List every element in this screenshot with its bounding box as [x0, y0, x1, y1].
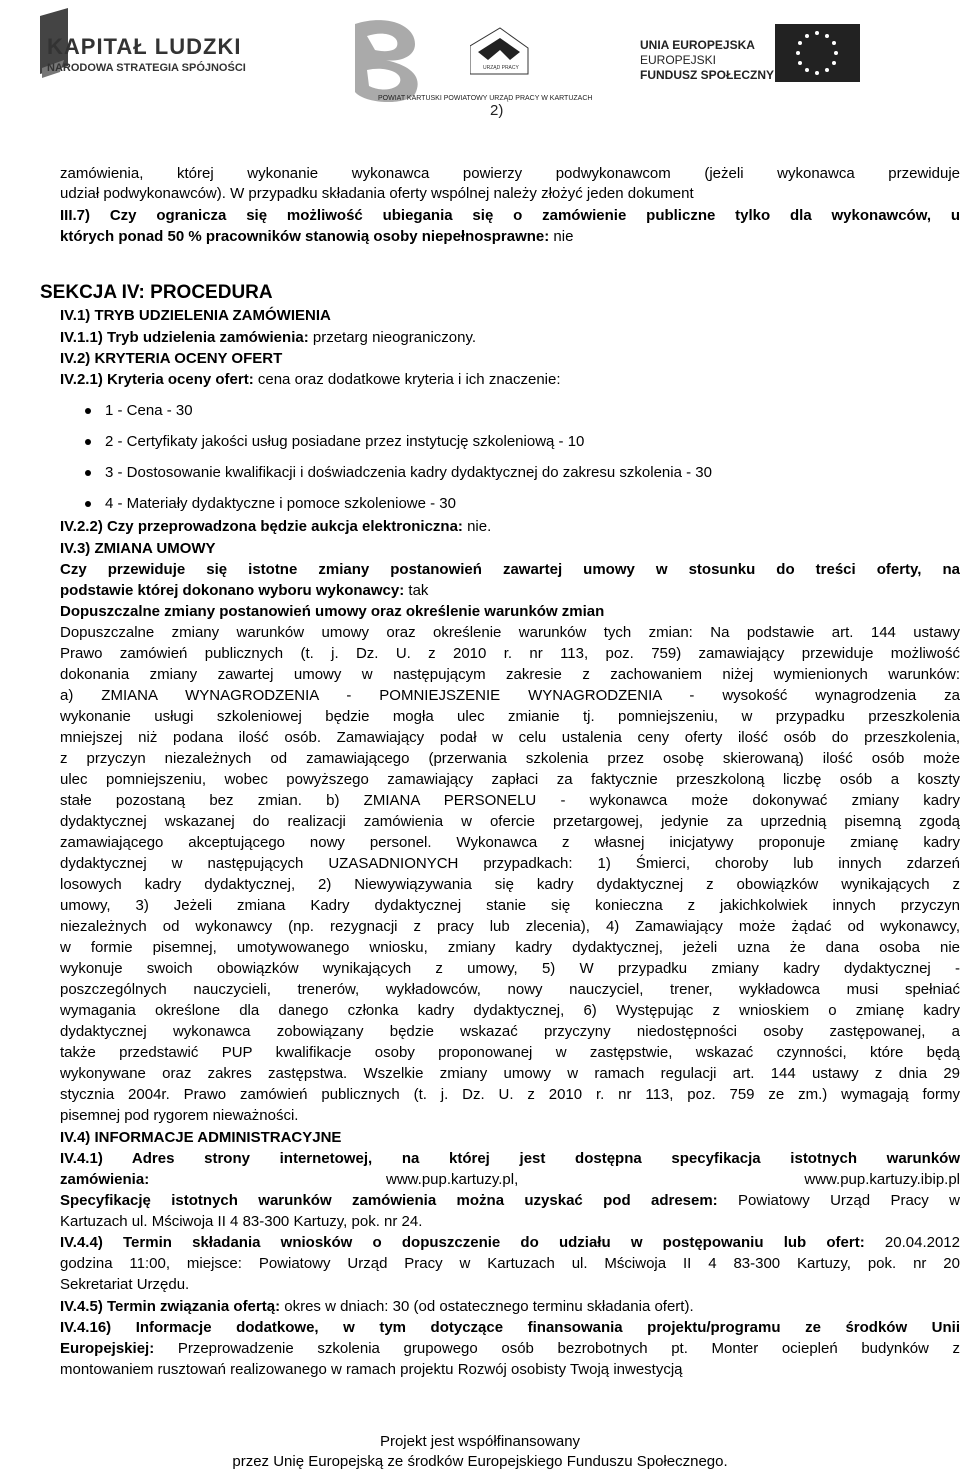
- value: Powiatowy Urząd Pracy w: [717, 1192, 960, 1209]
- text-line: [60, 580, 960, 601]
- label-bold: IV.2.2) Czy przeprowadzona będzie aukcja elektroniczna:: [60, 518, 463, 535]
- text-line: stycznia 2004r. Prawo zamówień publicznych (t. j. Dz. U. z 2010 r. nr 113, poz. 759 ze zm.) wymagają formy: [60, 1086, 960, 1103]
- label-bold: zamówienia:: [60, 1171, 150, 1188]
- bullet: [85, 402, 95, 412]
- label-bold: Specyfikację istotnych warunków zamówienia można uzyskać pod adresem:: [60, 1192, 718, 1209]
- criterion-item: 4 - Materiały dydaktyczne i pomoce szkoleniowe - 30: [105, 495, 456, 512]
- subsection-heading: IV.3) ZMIANA UMOWY: [60, 540, 216, 557]
- text-line: montowaniem rusztowań realizowanego w ramach projektu Rozwój osobisty Twoją inwestycją: [60, 1361, 683, 1378]
- footer-line-2: przez Unię Europejską ze środków Europejskiego Funduszu Społecznego.: [232, 1453, 728, 1470]
- label-bold: IV.2.1) Kryteria oceny ofert:: [60, 371, 254, 388]
- text-line: [60, 369, 960, 390]
- subsection-heading: IV.1) TRYB UDZIELENIA ZAMÓWIENIA: [60, 307, 331, 324]
- kapital-ludzki-title: KAPITAŁ LUDZKI: [47, 34, 242, 59]
- regional-logo: [345, 14, 430, 104]
- text-line: ulec pomniejszeniu, wobec powyższego zamawiający zapłaci za faktycznie przeszkoloną liczbę osób a koszty: [60, 771, 960, 788]
- text-line: dokonania zmiany zawartej umowy w następującym zakresie z zachowaniem niżej wymienionych warunków:: [60, 666, 960, 683]
- text-line: [60, 1296, 960, 1317]
- value: Przeprowadzenie szkolenia grupowego osób bezrobotnych pt. Monter ociepleń budynków z: [154, 1340, 960, 1357]
- value: 20.04.2012: [864, 1234, 960, 1251]
- text-line: [60, 516, 960, 537]
- text-line: zamówienia, której wykonanie wykonawca powierzy podwykonawcom (jeżeli wykonawca przewiduje: [60, 165, 960, 182]
- label-bold: IV.4.5) Termin związania ofertą:: [60, 1298, 281, 1315]
- page-header: [0, 0, 960, 119]
- text-line: [60, 1169, 960, 1190]
- value: tak: [404, 582, 429, 599]
- text-line: umowy, 3) Jeżeli zmiana Kadry dydaktycznej stanie się konieczna z jakichkolwiek innych przyczyn: [60, 897, 960, 914]
- text-line: losowych kadry dydaktycznej, 2) Niewywiązywania się kadry dydaktycznej z obowiązków wynikających z: [60, 876, 960, 893]
- section-heading: SEKCJA IV: PROCEDURA: [40, 282, 273, 303]
- text-line: także przedstawić PUP kwalifikacje osoby proponowanej w zastępstwie, wskazać czynności, które będą: [60, 1044, 960, 1061]
- text-line: z przyczyn niezależnych od zamawiającego (przerwania szkolenia przez osobę skierowaną) ilość osób może: [60, 750, 960, 767]
- label-bold: których ponad 50 % pracowników stanowią osoby niepełnosprawne:: [60, 228, 550, 245]
- text-line: wymagania określone dla danego członka kadry dydaktycznej, 6) Występując z wnioskiem o zmianę kadry: [60, 1002, 960, 1019]
- url-link-1[interactable]: www.pup.kartuzy.pl,: [386, 1171, 519, 1188]
- text-line: dydaktycznej w następujących UZASADNIONYCH przypadkach: 1) Śmierci, choroby lub innych zdarzeń: [60, 855, 960, 872]
- text-line: [60, 1338, 960, 1359]
- bullet: [85, 433, 95, 443]
- text-line: Dopuszczalne zmiany postanowień umowy oraz określenie warunków zmian: [60, 603, 605, 620]
- label-bold: Europejskiej:: [60, 1340, 155, 1357]
- text-line: Kartuzach ul. Mściwoja II 4 83-300 Kartuzy, pok. nr 24.: [60, 1213, 423, 1230]
- label-bold: IV.1.1) Tryb udzielenia zamówienia:: [60, 329, 309, 346]
- text-line: Dopuszczalne zmiany warunków umowy oraz określenie warunków tych zmian: Na podstawie art. 144 ustawy: [60, 624, 960, 641]
- label-bold: podstawie której dokonano wyboru wykonawcy:: [60, 582, 405, 599]
- criterion-item: 1 - Cena - 30: [105, 402, 193, 419]
- text-line: dydaktycznej wskazanej do realizacji zamówienia w ofercie przetargowej, jedynie za uprzednią pisemną zgodą: [60, 813, 960, 830]
- text-line: III.7) Czy ogranicza się możliwość ubiegania się o zamówienie publiczne tylko dla wykonawców, u: [60, 207, 960, 224]
- value: okres w dniach: 30 (od ostatecznego terminu składania ofert).: [280, 1298, 694, 1315]
- value: nie: [549, 228, 574, 245]
- page-number: 2): [490, 102, 504, 119]
- urzad-pracy-caption: URZĄD PRACY: [483, 65, 519, 71]
- kapital-ludzki-subtitle: NARODOWA STRATEGIA SPÓJNOŚCI: [47, 62, 246, 74]
- criterion-item: 2 - Certyfikaty jakości usług posiadane przez instytucję szkoleniową - 10: [105, 433, 585, 450]
- subsection-heading: IV.4) INFORMACJE ADMINISTRACYJNE: [60, 1129, 342, 1146]
- text-line: wykonuje swoich obowiązków wynikających z umowy, 5) W przypadku zmiany kadry dydaktycznej -: [60, 960, 960, 977]
- criterion-item: 3 - Dostosowanie kwalifikacji i doświadczenia kadry dydaktycznej do zakresu szkolenia - 30: [105, 464, 712, 481]
- value: przetarg nieograniczony.: [308, 329, 477, 346]
- eu-line-2: EUROPEJSKI: [640, 53, 717, 67]
- text-line: IV.4.1) Adres strony internetowej, na której jest dostępna specyfikacja istotnych warunków: [60, 1150, 960, 1167]
- text-line: zamawiającego akceptującego nowy personel. Wykonawca z własnej inicjatywy proponuje zmianę kadry: [60, 834, 960, 851]
- subsection-heading: IV.2) KRYTERIA OCENY OFERT: [60, 350, 283, 367]
- text-line: IV.4.16) Informacje dodatkowe, w tym dotyczące finansowania projektu/programu ze środków Unii: [60, 1319, 960, 1336]
- text-line: pisemnej pod rygorem nieważności.: [60, 1107, 299, 1124]
- text-line: a) ZMIANA WYNAGRODZENIA - POMNIEJSZENIE WYNAGRODZENIA - wysokość wynagrodzenia za: [60, 687, 960, 704]
- text-line: poszczególnych nauczycieli, trenerów, wykładowców, nowy nauczyciel, trener, wykładowca musi spełniać: [60, 981, 960, 998]
- text-line: [60, 1190, 960, 1211]
- eu-line-1: UNIA EUROPEJSKA: [640, 38, 755, 52]
- eu-line-3: FUNDUSZ SPOŁECZNY: [640, 68, 775, 82]
- text-line: [60, 327, 960, 348]
- value: cena oraz dodatkowe kryteria i ich znaczenie:: [253, 371, 561, 388]
- text-line: Czy przewiduje się istotne zmiany postanowień zawartej umowy w stosunku do treści oferty, na: [60, 561, 960, 578]
- text-line: stałe pozostaną bez zmian. b) ZMIANA PERSONELU - wykonawca może dokonywać zmiany kadry: [60, 792, 960, 809]
- text-line: wykonanie usługi szkoleniowej będzie mogła ulec zmianie tj. pomniejszeniu, w przypadku przeszkolenia: [60, 708, 960, 725]
- text-line: wykonywane oraz zakres zastępstwa. Wszelkie zmiany umowy w ramach regulacji art. 144 ustawy z dnia 29: [60, 1065, 960, 1082]
- text-line: godzina 11:00, miejsce: Powiatowy Urząd Pracy w Kartuzach ul. Mściwoja II 4 83-300 Kartuzy, pok. nr 20: [60, 1255, 960, 1272]
- header-caption: POWIAT KARTUSKI POWIATOWY URZĄD PRACY W KARTUZACH: [378, 95, 593, 102]
- label-bold: IV.4.4) Termin składania wniosków o dopuszczenie do udziału w postępowaniu lub ofert:: [60, 1234, 865, 1251]
- eu-flag-icon: [775, 24, 860, 82]
- url-link-2[interactable]: www.pup.kartuzy.ibip.pl: [804, 1171, 960, 1188]
- text-line: mniejszej niż podana ilość osób. Zamawiający podał w celu ustalenia ceny oferty ilość osób do przeszkolenia,: [60, 729, 960, 746]
- text-line: udział podwykonawców). W przypadku składania oferty wspólnej należy złożyć jeden dokument: [60, 185, 694, 202]
- text-line: niezależnych od wykonawcy (np. rezygnacji z pracy lub zlecenia), 4) Zamawiający może żądać od wykonawcy,: [60, 918, 960, 935]
- bullet: [85, 495, 95, 505]
- eu-text: [640, 38, 774, 83]
- value: nie.: [462, 518, 492, 535]
- text-line: dydaktycznej wykonawca zobowiązany będzie wskazać przyczyny niedostępności osoby zastępowanej, a: [60, 1023, 960, 1040]
- text-line: Prawo zamówień publicznych (t. j. Dz. U. z 2010 r. nr 113, poz. 759) zamawiający przewiduje możliwość: [60, 645, 960, 662]
- bullet: [85, 464, 95, 474]
- text-line: Sekretariat Urzędu.: [60, 1276, 190, 1293]
- text-line: [60, 1232, 960, 1253]
- footer-line-1: Projekt jest współfinansowany: [379, 1433, 581, 1450]
- text-line: w formie pisemnej, umotywowanego wniosku, zmiany kadry dydaktycznej, jeżeli uzna że dana osoba nie: [60, 939, 960, 956]
- text-line: [60, 226, 960, 247]
